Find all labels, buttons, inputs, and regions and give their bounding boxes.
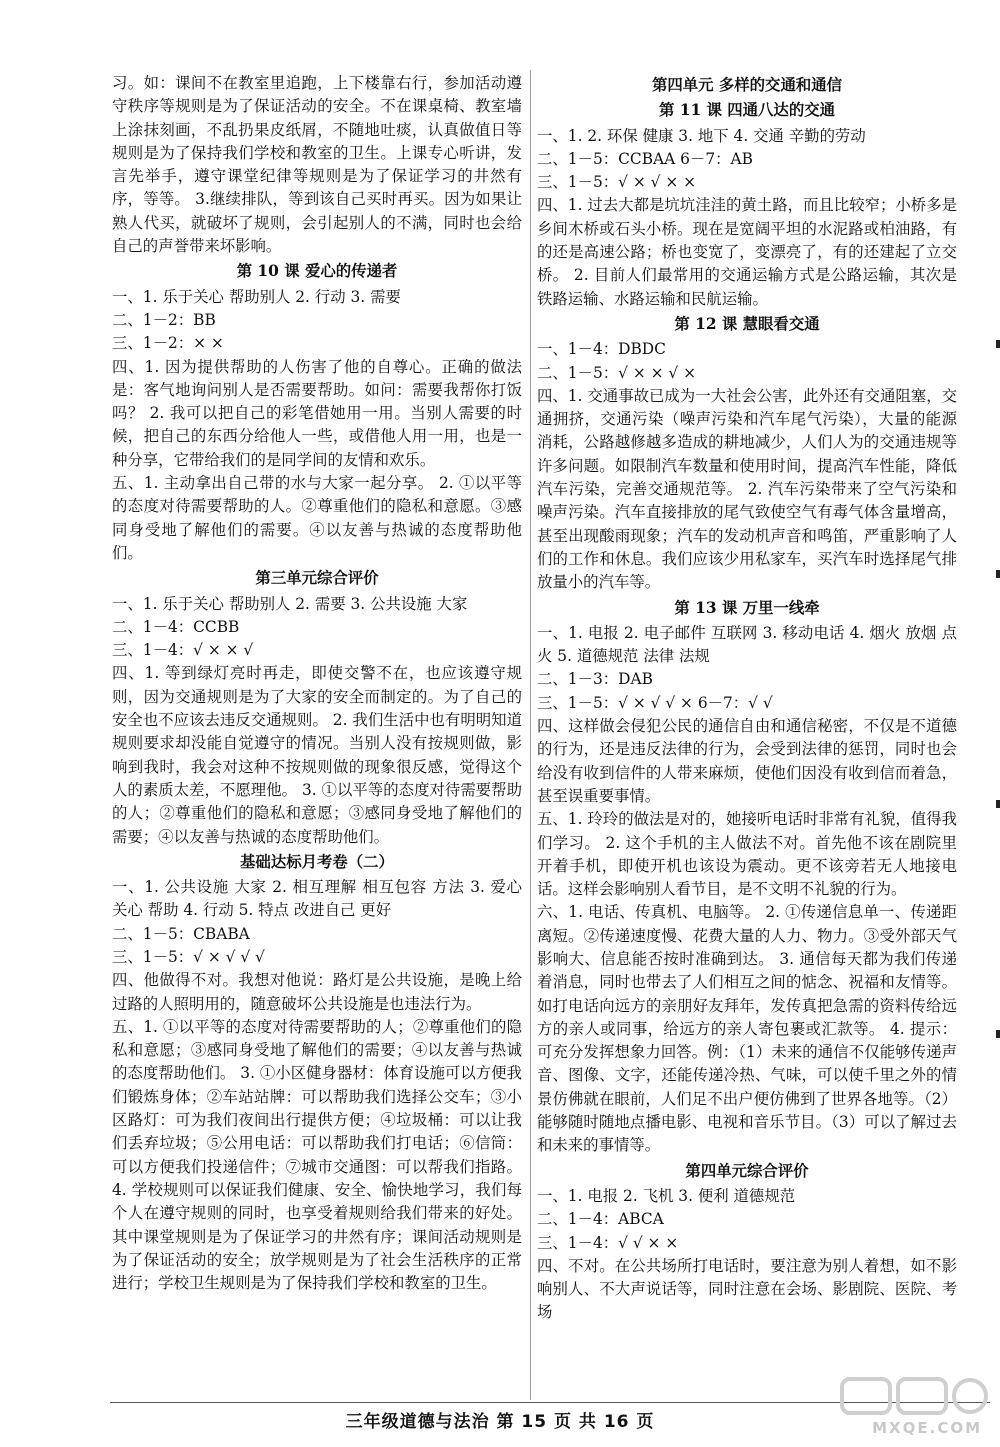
answer-paragraph: 二、1－3：DAB <box>537 670 653 689</box>
answer-paragraph: 五、1. 主动拿出自己带的水与大家一起分享。 2. ①以平等的态度对待需要帮助的人。②尊重他们的隐私和意愿。③感同身受地了解他们的需要。④以友善与热诚的态度帮助他们。 <box>112 474 522 562</box>
answer-paragraph: 四、这样做会侵犯公民的通信自由和通信秘密，不仅是不道德的行为，还是违反法律的行为，会受到法律的惩罚，同时也会给没有收到信件的人带来麻烦，使他们因没有收到信而着急，甚至误重要事情。 <box>537 717 957 805</box>
left-column <box>112 72 522 1295</box>
answer-paragraph: 六、1. 电话、传真机、电脑等。 2. ①传递信息单一、传递距离短。②传递速度慢、花费大量的人力、物力。③受外部天气影响大、信息能否按时准确到达。 3. 通信每天都为我们传递着消息，同时也带去了人们相互之间的惦念、祝福和友情等。如打电话向远方的亲朋好友拜年，发传真把急需的资料传给远方的亲人或同事，给远方的亲人寄包裹或汇款等。 4. 提示：可充分发挥想象力回答。例：（1）未来的通信不仅能够传递声音、图像、文字，还能传递冷热、气味，可以使千里之外的情景仿佛就在眼前，人们足不出户便仿佛到了世界各地等。（2）能够随时随地点播电影、电视和音乐节目。（3）可以了解过去和未来的事情等。 <box>537 903 957 1155</box>
answer-paragraph: 四、他做得不对。我想对他说：路灯是公共设施，是晚上给过路的人照明用的，随意破坏公共设施是也违法行为。 <box>112 971 522 1013</box>
answer-paragraph: 一、1－4：DBDC <box>537 340 666 359</box>
answer-paragraph: 习。如：课间不在教室里追跑，上下楼靠右行，参加活动遵守秩序等规则是为了保证活动的安全。不在课桌椅、教室墙上涂抹刻画，不乱扔果皮纸屑，不随地吐痰，认真做值日等规则是为了保持我们学校和教室的卫生。上课专心听讲，发言先举手，遵守课堂纪律等规则是为了保证学习的井然有序，等等。 3.继续排队，等到该自己买时再买。因为如果让熟人代买，就破坏了规则，会引起别人的不满，同时也会给自己的声誉带来坏影响。 <box>112 74 522 256</box>
answer-paragraph: 一、1. 乐于关心 帮助别人 2. 需要 3. 公共设施 大家 <box>112 594 468 613</box>
section-heading: 第四单元 多样的交通和通信 <box>651 76 843 94</box>
watermark-text: MXQE.COM <box>872 1419 982 1437</box>
answer-paragraph: 三、1－4：√ × × √ <box>112 641 254 660</box>
answer-paragraph: 二、1－5：√ × × √ × <box>537 363 697 382</box>
answer-paragraph: 二、1－2：BB <box>112 310 216 329</box>
answer-paragraph: 二、1－5：CBABA <box>112 924 250 943</box>
answer-paragraph: 四、1. 因为提供帮助的人伤害了他的自尊心。正确的做法是：客气地询问别人是否需要帮助。如问：需要我帮你打饭吗？ 2. 我可以把自己的彩笔借她用一用。当别人需要的时候，把自己的东西分给他人一些，或借他人用一用，也是一种分享，它带给我们的是同学间的友情和欢乐。 <box>112 357 522 469</box>
answer-paragraph: 三、1－5：√ × √ √ × 6－7：√ √ <box>537 693 773 712</box>
right-column <box>537 72 957 1325</box>
answer-paragraph: 二、1－4：CCBB <box>112 617 240 636</box>
section-heading: 第 11 课 四通八达的交通 <box>658 101 835 120</box>
answer-paragraph: 四、1. 交通事故已成为一大社会公害，此外还有交通阻塞，交通拥挤，交通污染（噪声污染和汽车尾气污染），大量的能源消耗，公路越修越多造成的耕地减少，人们人为的交通违规等许多问题。如限制汽车数量和使用时间，提高汽车性能，降低汽车污染，完善交通规范等。 2. 汽车污染带来了空气污染和噪声污染。汽车直接排放的尾气致使空气有毒气体含量增高，甚至出现酸雨现象；汽车的发动机声音和鸣笛，严重影响了人们的工作和休息。我们应该少用私家车，买汽车时选择尾气排放量小的汽车等。 <box>537 386 957 592</box>
section-heading: 第 10 课 爱心的传递者 <box>236 262 398 281</box>
answer-paragraph: 二、1－4：ABCA <box>537 1210 664 1229</box>
edge-mark <box>996 340 1000 348</box>
section-heading: 第 12 课 慧眼看交通 <box>674 314 820 333</box>
answer-paragraph: 一、1. 乐于关心 帮助别人 2. 行动 3. 需要 <box>112 287 401 306</box>
edge-mark <box>996 570 1000 578</box>
answer-paragraph: 一、1. 公共设施 大家 2. 相互理解 相互包容 方法 3. 爱心 关心 帮助 4. 行动 5. 特点 改进自己 更好 <box>112 878 522 920</box>
answer-paragraph: 三、1－2：× × <box>112 334 224 353</box>
answer-paragraph: 二、1－5：CCBAA 6－7：AB <box>537 149 753 168</box>
section-heading: 第四单元综合评价 <box>685 1161 809 1180</box>
answer-paragraph: 三、1－4：√ √ × × <box>537 1233 679 1252</box>
edge-mark <box>996 1030 1000 1038</box>
answer-paragraph: 一、1. 电报 2. 飞机 3. 便利 道德规范 <box>537 1186 796 1205</box>
section-heading: 第三单元综合评价 <box>255 569 379 588</box>
answer-paragraph: 一、1. 电报 2. 电子邮件 互联网 3. 移动电话 4. 烟火 放烟 点火 5. 道德规范 法律 法规 <box>537 623 957 666</box>
section-heading: 基础达标月考卷（二） <box>240 852 394 871</box>
answer-paragraph: 一、1. 2. 环保 健康 3. 地下 4. 交通 辛勤的劳动 <box>537 126 866 145</box>
edge-mark <box>996 800 1000 808</box>
answer-paragraph: 三、1－5：√ × √ √ √ <box>112 947 265 966</box>
answer-paragraph: 三、1－5：√ × √ × × <box>537 173 697 192</box>
answer-paragraph: 四、不对。在公共场所打电话时，要注意为别人着想，如不影响别人、不大声说话等，同时注意在会场、影剧院、医院、考场 <box>537 1256 957 1322</box>
column-divider <box>530 70 531 1400</box>
page-footer: 三年级道德与法治 第 15 页 共 16 页 <box>345 1412 655 1432</box>
section-heading: 第 13 课 万里一线牵 <box>674 598 820 617</box>
answer-paragraph: 五、1. ①以平等的态度对待需要帮助的人；②尊重他们的隐私和意愿；③感同身受地了解他们的需要；④以友善与热诚的态度帮助他们。 3. ①小区健身器材：体育设施可以方便我们锻炼身体；②车站站牌：可以帮助我们选择公交车；③小区路灯：可为我们夜间出行提供方便；④垃圾桶：可以让我们丢弃垃圾；⑤公用电话：可以帮助我们打电话；⑥信筒：可以方便我们投递信件；⑦城市交通图：可以帮我们指路。 4. 学校规则可以保证我们健康、安全、愉快地学习，我们每个人在遵守规则的同时，也享受着规则给我们带来的好处。其中课堂规则是为了保证学习的井然有序；课间活动规则是为了保证活动的安全；放学规则是为了社会生活秩序的正常进行；学校卫生规则是为了保持我们学校和教室的卫生。 <box>112 1017 522 1293</box>
answer-paragraph: 四、1. 过去大都是坑坑洼洼的黄土路，而且比较窄；小桥多是乡间木桥或石头小桥。现在是宽阔平坦的水泥路或柏油路，有的还是高速公路；桥也变宽了，变漂亮了，有的还建起了立交桥。 2. 目前人们最常用的交通运输方式是公路运输，其次是铁路运输、水路运输和民航运输。 <box>537 196 957 308</box>
answer-paragraph: 四、1. 等到绿灯亮时再走，即使交警不在，也应该遵守规则，因为交通规则是为了大家的安全而制定的。为了自己的安全也不应该去违反交通规则。 2. 我们生活中也有明明知道规则要求却没能自觉遵守的情况。当别人没有按规则做，影响到我时，我会对这种不按规则做的现象很反感，觉得这个人的素质太差，不愿理他。 3. ①以平等的态度对待需要帮助的人；②尊重他们的隐私和意愿；③感同身受地了解他们的需要；④以友善与热诚的态度帮助他们。 <box>112 664 522 846</box>
answer-paragraph: 五、1. 玲玲的做法是对的，她接听电话时非常有礼貌，值得我们学习。 2. 这个手机的主人做法不对。首先他不该在剧院里开着手机，即使开机也该设为震动。更不该旁若无人地接电话。这样会影响别人看节目，是不文明不礼貌的行为。 <box>537 810 957 899</box>
